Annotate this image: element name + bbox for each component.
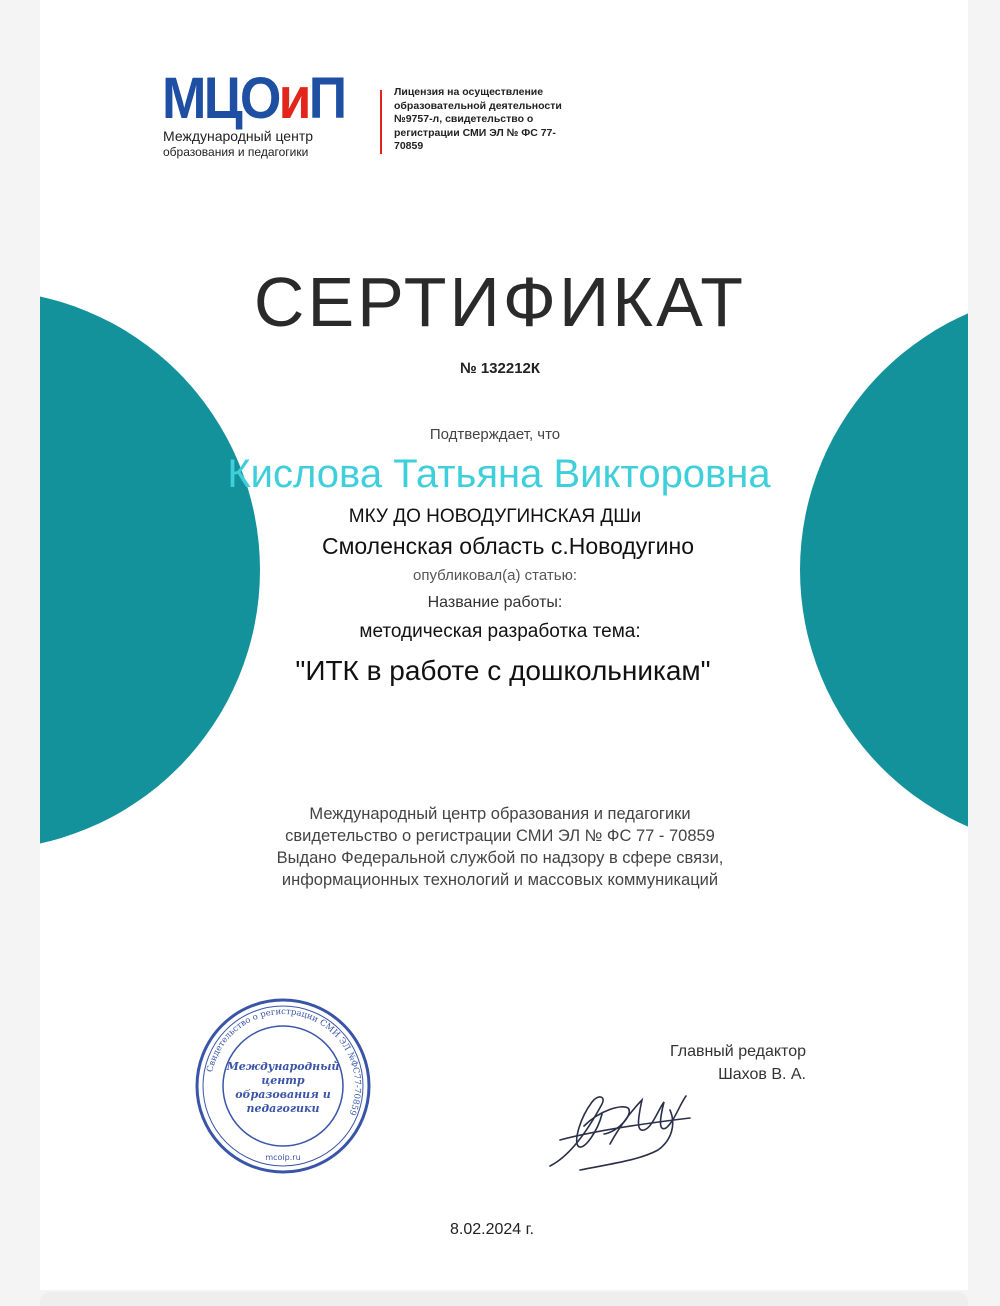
- work-label: Название работы:: [427, 594, 563, 611]
- registry-line: Международный центр образования и педагогики: [309, 805, 691, 823]
- editor-name: Шахов В. А.: [718, 1066, 806, 1083]
- logo-mark-part1: МЦО: [162, 66, 279, 131]
- logo-mark-part3: П: [308, 66, 345, 131]
- stamp-center-line: образования и: [235, 1088, 331, 1101]
- recipient-name: Кислова Татьяна Викторовна: [227, 452, 771, 496]
- work-title: "ИТК в работе с дошкольникам": [295, 655, 711, 686]
- certificate-number: № 132212К: [459, 360, 541, 377]
- registry-line: Выдано Федеральной службой по надзору в сфере связи,: [276, 849, 724, 867]
- logo-subtitle-line2: образования и педагогики: [163, 145, 309, 159]
- logo-subtitle-line1: Международный центр: [163, 128, 314, 144]
- logo-divider: [380, 90, 382, 154]
- stamp-site: mcoip.ru: [265, 1153, 301, 1162]
- work-subject: методическая разработка тема:: [359, 621, 641, 642]
- logo-mark-part2: и: [278, 66, 309, 131]
- published-text: опубликовал(а) статью:: [413, 567, 577, 584]
- editor-title: Главный редактор: [669, 1043, 806, 1060]
- stamp-center-line: педагогики: [246, 1102, 320, 1115]
- stamp-ring-text: Свидетельство о регистрации СМИ ЭЛ №ФС77-70859: [205, 1006, 363, 1117]
- logo-mark: [162, 66, 345, 131]
- bottom-strip: [40, 1292, 968, 1306]
- stamp-center-line: центр: [261, 1074, 305, 1087]
- region: Смоленская область с.Новодугино: [321, 533, 695, 559]
- organization: МКУ ДО НОВОДУГИНСКАЯ ДШи: [348, 506, 642, 527]
- registry-line: информационных технологий и массовых коммуникаций: [281, 871, 719, 889]
- stamp-center-line: Международный: [226, 1060, 340, 1073]
- registry-block: [0, 803, 1000, 891]
- confirm-text: Подтверждает, что: [429, 426, 561, 443]
- stamp: [193, 996, 373, 1176]
- signature-image: [540, 1070, 710, 1180]
- logo: [162, 66, 682, 160]
- certificate-sheet: [40, 0, 968, 1290]
- registry-line: свидетельство о регистрации СМИ ЭЛ № ФС 77 - 70859: [285, 827, 715, 845]
- certificate-title: СЕРТИФИКАТ: [253, 263, 747, 341]
- license-text: Лицензия на осуществление образовательной деятельности №9757-л, свидетельство о регистрации СМИ ЭЛ № ФС 77-70859: [394, 86, 562, 152]
- issue-date: 8.02.2024 г.: [450, 1221, 534, 1238]
